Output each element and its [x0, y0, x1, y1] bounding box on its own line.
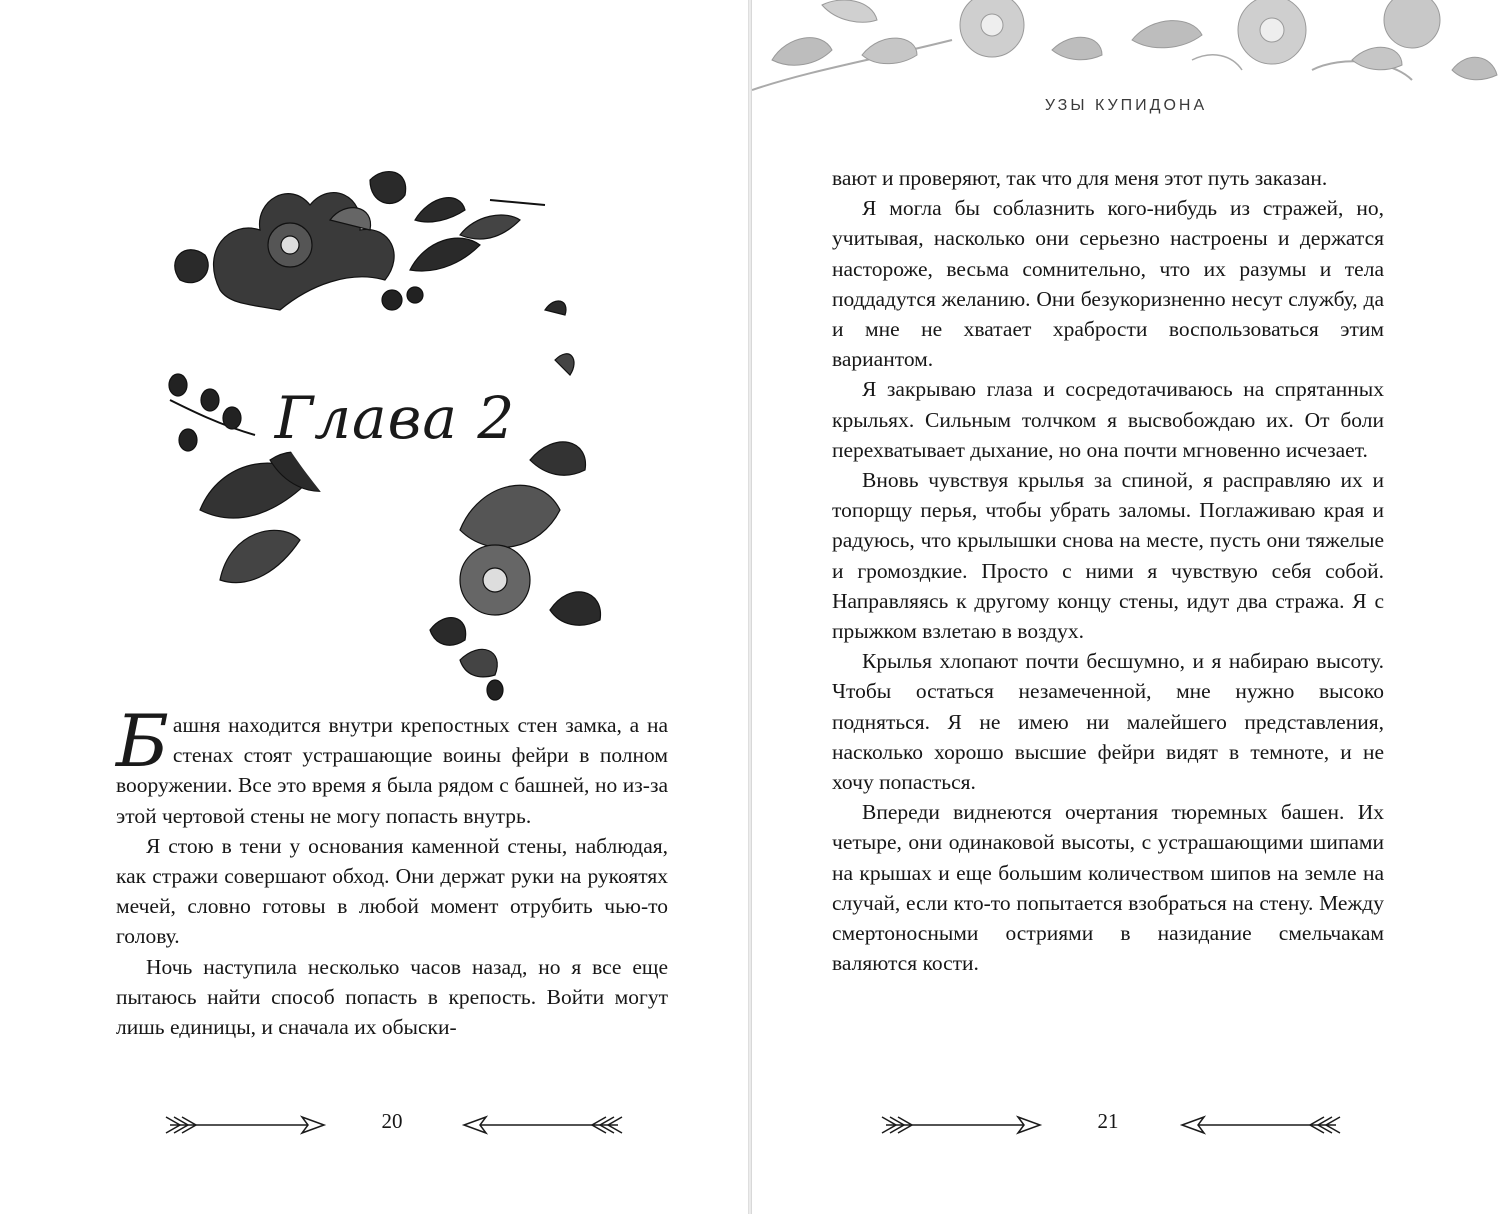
- page-number-left: 20: [381, 1109, 403, 1133]
- dropcap: Б: [116, 699, 169, 783]
- arrow-left-icon: [456, 1113, 626, 1137]
- right-page: [752, 0, 1500, 1214]
- right-page-footer: [752, 1105, 1500, 1145]
- left-page-footer: [0, 1105, 748, 1145]
- page-number-right: 21: [1097, 1109, 1119, 1133]
- arrow-right-icon: [162, 1113, 332, 1137]
- paragraph-1: вают и проверяют, так что для меня этот путь заказан.: [832, 166, 1328, 190]
- paragraph-1-text: ашня находится внутри крепостных стен замка, а на стенах стоят устрашающие воины фейри в полном вооружении. Все это время я была рядом с башней, но из-за этой чертовой стены не могу попасть внутрь.: [116, 713, 668, 828]
- paragraph-3: Я закрываю глаза и сосредотачиваюсь на спрятанных крыльях. Сильным толчком я высвобождаю их. От боли перехватывает дыхание, но она почти мгновенно исчезает.: [832, 377, 1384, 462]
- left-page: [0, 0, 748, 1214]
- paragraph-6: Впереди виднеются очертания тюремных башен. Их четыре, они одинаковой высоты, с устрашающими шипами на крышах и еще большим количеством шипов на земле на случай, если кто-то попытается взобраться на стену. Между смертоносными остриями в назидание смельчакам валяются кости.: [832, 800, 1384, 976]
- paragraph-2: Я стою в тени у основания каменной стены, наблюдая, как стражи совершают обход. Они держат руки на рукоятях мечей, словно готовы в любой момент отрубить чью-то голову.: [116, 833, 668, 949]
- left-page-body: [116, 699, 668, 1042]
- paragraph-4: Вновь чувствуя крылья за спиной, я расправляю их и топорщу перья, чтобы убрать заломы. Поглаживаю края и радуюсь, что крылышки снова на месте, пусть они тяжелые и громоздкие. Просто с ними я чувствую себя собой. Направляясь к другому концу стены, идут два стража. Я с прыжком взлетаю в воздух.: [832, 468, 1384, 644]
- paragraph-1: [116, 699, 668, 831]
- chapter-title: Глава 2: [274, 384, 516, 452]
- paragraph-3: Ночь наступила несколько часов назад, но я все еще пытаюсь найти способ попасть в крепость. Войти могут лишь единицы, и сначала их обыски-: [116, 954, 668, 1040]
- running-head: УЗЫ КУПИДОНА: [1044, 97, 1208, 114]
- paragraph-5: Крылья хлопают почти бесшумно, и я набираю высоту. Чтобы остаться незамеченной, мне нужно высоко подняться. Я не имею ни малейшего представления, насколько хорошо высшие фейри видят в темноте, и не хочу попасться.: [832, 649, 1384, 795]
- arrow-left-icon: [1174, 1113, 1344, 1137]
- arrow-right-icon: [878, 1113, 1048, 1137]
- paragraph-2: Я могла бы соблазнить кого-нибудь из стражей, но, учитывая, насколько они серьезно настроены и держатся настороже, весьма сомнительно, что их разумы и тела поддадутся желанию. Они безукоризненно несут службу, да и мне не хватает храбрости воспользоваться этим вариантом.: [832, 196, 1384, 372]
- right-page-body: [832, 163, 1384, 978]
